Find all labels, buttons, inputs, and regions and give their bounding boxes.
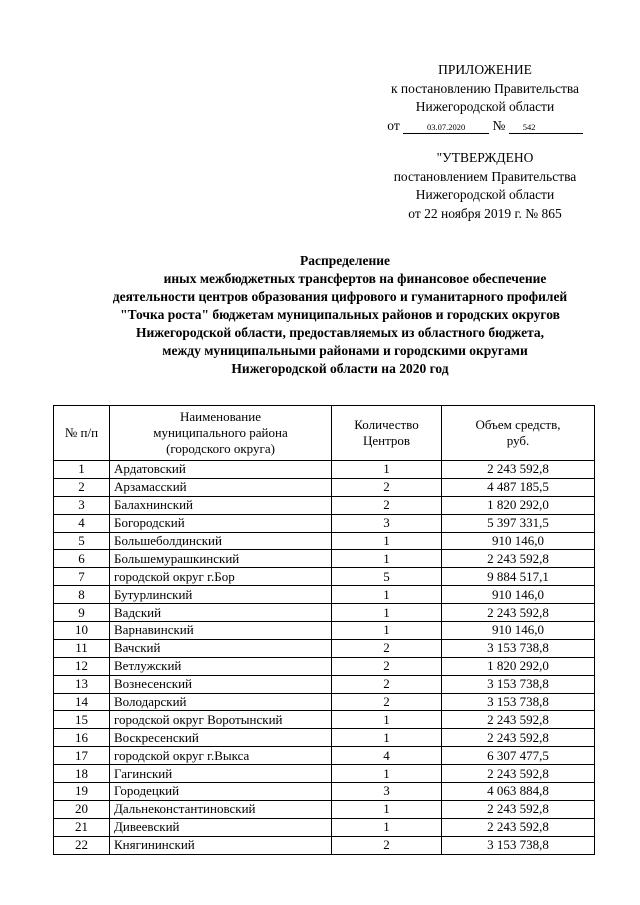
cell-count: 1 — [332, 622, 442, 640]
table-row — [54, 693, 595, 711]
cell-amount: 2 243 592,8 — [442, 800, 595, 818]
table-row — [54, 550, 595, 568]
cell-count: 2 — [332, 675, 442, 693]
cell-name: Воскресенский — [110, 729, 332, 747]
title-line-2: иных межбюджетных трансфертов на финансовое обеспечение — [163, 271, 547, 286]
cell-amount: 910 146,0 — [442, 532, 595, 550]
cell-amount: 2 243 592,8 — [442, 604, 595, 622]
cell-num: 7 — [54, 568, 110, 586]
table-row — [54, 800, 595, 818]
header-amount-line-2: руб. — [506, 433, 530, 448]
table-row — [54, 711, 595, 729]
appendix-line-2: к постановлению Правительства — [390, 80, 580, 96]
header-name-line-2: муниципального района — [153, 425, 288, 440]
title-line-4: "Точка роста" бюджетам муниципальных районов и городских округов — [120, 307, 560, 322]
table-row — [54, 568, 595, 586]
table-row — [54, 604, 595, 622]
cell-amount: 2 243 592,8 — [442, 461, 595, 479]
cell-name: Вачский — [110, 639, 332, 657]
decree-number: 542 — [509, 121, 583, 134]
cell-num: 14 — [54, 693, 110, 711]
cell-count: 1 — [332, 765, 442, 783]
cell-name: Володарский — [110, 693, 332, 711]
cell-count: 2 — [332, 478, 442, 496]
cell-num: 19 — [54, 783, 110, 801]
cell-count: 3 — [332, 514, 442, 532]
appendix-block — [330, 61, 640, 135]
cell-count: 1 — [332, 729, 442, 747]
appendix-line-3: Нижегородской области — [415, 99, 555, 114]
cell-count: 1 — [332, 586, 442, 604]
cell-num: 5 — [54, 532, 110, 550]
appendix-decree-line — [330, 117, 640, 136]
cell-count: 5 — [332, 568, 442, 586]
distribution-table — [53, 405, 595, 855]
title-line-3: деятельности центров образования цифрового и гуманитарного профилей — [112, 289, 568, 304]
cell-num: 21 — [54, 818, 110, 836]
cell-count: 1 — [332, 461, 442, 479]
header-count — [332, 406, 442, 461]
table-body — [54, 461, 595, 855]
header-name — [110, 406, 332, 461]
cell-name: Большеболдинский — [110, 532, 332, 550]
title-line-1: Распределение — [299, 253, 391, 268]
table-row — [54, 461, 595, 479]
cell-num: 15 — [54, 711, 110, 729]
cell-count: 1 — [332, 800, 442, 818]
cell-name: городской округ Воротынский — [110, 711, 332, 729]
cell-amount: 6 307 477,5 — [442, 747, 595, 765]
approved-line-2: постановлением Правительства — [393, 168, 577, 184]
table-row — [54, 747, 595, 765]
cell-name: Бутурлинский — [110, 586, 332, 604]
title-line-6: между муниципальными районами и городскими округами — [162, 343, 528, 358]
cell-name: Ветлужский — [110, 657, 332, 675]
table-row — [54, 639, 595, 657]
cell-amount: 2 243 592,8 — [442, 711, 595, 729]
table-header-row — [54, 406, 595, 461]
cell-amount: 2 243 592,8 — [442, 550, 595, 568]
cell-amount: 1 820 292,0 — [442, 496, 595, 514]
decree-date: 03.07.2020 — [403, 121, 489, 134]
table-row — [54, 783, 595, 801]
cell-name: городской округ г.Бор — [110, 568, 332, 586]
cell-num: 16 — [54, 729, 110, 747]
cell-count: 2 — [332, 657, 442, 675]
cell-amount: 2 243 592,8 — [442, 818, 595, 836]
cell-num: 17 — [54, 747, 110, 765]
table-row — [54, 532, 595, 550]
table-row — [54, 765, 595, 783]
table-row — [54, 836, 595, 854]
cell-num: 6 — [54, 550, 110, 568]
header-amount-line-1: Объем средств, — [475, 417, 561, 432]
header-count-line-2: Центров — [362, 433, 411, 448]
table-row — [54, 514, 595, 532]
header-name-line-3: (городского округа) — [166, 441, 275, 456]
cell-name: Варнавинский — [110, 622, 332, 640]
cell-name: Дальнеконстантиновский — [110, 800, 332, 818]
cell-name: Балахнинский — [110, 496, 332, 514]
header-amount — [442, 406, 595, 461]
cell-count: 2 — [332, 836, 442, 854]
cell-num: 22 — [54, 836, 110, 854]
cell-name: Богородский — [110, 514, 332, 532]
cell-count: 1 — [332, 818, 442, 836]
approved-block — [330, 149, 640, 223]
cell-name: городской округ г.Выкса — [110, 747, 332, 765]
header-name-line-1: Наименование — [180, 409, 261, 424]
cell-num: 12 — [54, 657, 110, 675]
cell-num: 13 — [54, 675, 110, 693]
cell-amount: 910 146,0 — [442, 622, 595, 640]
cell-count: 1 — [332, 532, 442, 550]
title-line-5: Нижегородской области, предоставляемых из областного бюджета, — [135, 325, 545, 340]
cell-name: Гагинский — [110, 765, 332, 783]
cell-num: 11 — [54, 639, 110, 657]
cell-name: Княгининский — [110, 836, 332, 854]
cell-num: 2 — [54, 478, 110, 496]
table-row — [54, 586, 595, 604]
cell-amount: 3 153 738,8 — [442, 639, 595, 657]
cell-count: 1 — [332, 550, 442, 568]
cell-num: 1 — [54, 461, 110, 479]
table-row — [54, 818, 595, 836]
cell-amount: 910 146,0 — [442, 586, 595, 604]
number-label: № — [492, 117, 506, 133]
cell-amount: 4 487 185,5 — [442, 478, 595, 496]
cell-num: 3 — [54, 496, 110, 514]
header-count-line-1: Количество — [354, 417, 419, 432]
cell-name: Арзамасский — [110, 478, 332, 496]
cell-amount: 2 243 592,8 — [442, 729, 595, 747]
cell-name: Городецкий — [110, 783, 332, 801]
table-row — [54, 729, 595, 747]
cell-name: Большемурашкинский — [110, 550, 332, 568]
table-row — [54, 675, 595, 693]
cell-count: 2 — [332, 693, 442, 711]
cell-count: 1 — [332, 711, 442, 729]
cell-amount: 2 243 592,8 — [442, 765, 595, 783]
cell-name: Вадский — [110, 604, 332, 622]
cell-count: 4 — [332, 747, 442, 765]
cell-amount: 5 397 331,5 — [442, 514, 595, 532]
cell-count: 3 — [332, 783, 442, 801]
cell-num: 18 — [54, 765, 110, 783]
cell-amount: 4 063 884,8 — [442, 783, 595, 801]
cell-name: Вознесенский — [110, 675, 332, 693]
cell-amount: 9 884 517,1 — [442, 568, 595, 586]
cell-num: 8 — [54, 586, 110, 604]
document-title — [40, 252, 640, 378]
approved-line-3: Нижегородской области — [415, 187, 555, 202]
approved-line-1: "УТВЕРЖДЕНО — [436, 150, 534, 165]
table-row — [54, 496, 595, 514]
appendix-title: ПРИЛОЖЕНИЕ — [438, 62, 532, 77]
table-row — [54, 657, 595, 675]
approved-line-4: от 22 ноября 2019 г. № 865 — [408, 205, 562, 221]
cell-num: 4 — [54, 514, 110, 532]
cell-amount: 1 820 292,0 — [442, 657, 595, 675]
cell-amount: 3 153 738,8 — [442, 675, 595, 693]
table-row — [54, 622, 595, 640]
cell-num: 20 — [54, 800, 110, 818]
cell-count: 2 — [332, 496, 442, 514]
table-row — [54, 478, 595, 496]
cell-count: 2 — [332, 639, 442, 657]
cell-num: 10 — [54, 622, 110, 640]
cell-name: Ардатовский — [110, 461, 332, 479]
cell-amount: 3 153 738,8 — [442, 693, 595, 711]
title-line-7: Нижегородской области на 2020 год — [231, 361, 449, 376]
cell-name: Дивеевский — [110, 818, 332, 836]
cell-count: 1 — [332, 604, 442, 622]
cell-amount: 3 153 738,8 — [442, 836, 595, 854]
cell-num: 9 — [54, 604, 110, 622]
from-label: от — [387, 117, 400, 133]
header-num: № п/п — [54, 406, 110, 461]
